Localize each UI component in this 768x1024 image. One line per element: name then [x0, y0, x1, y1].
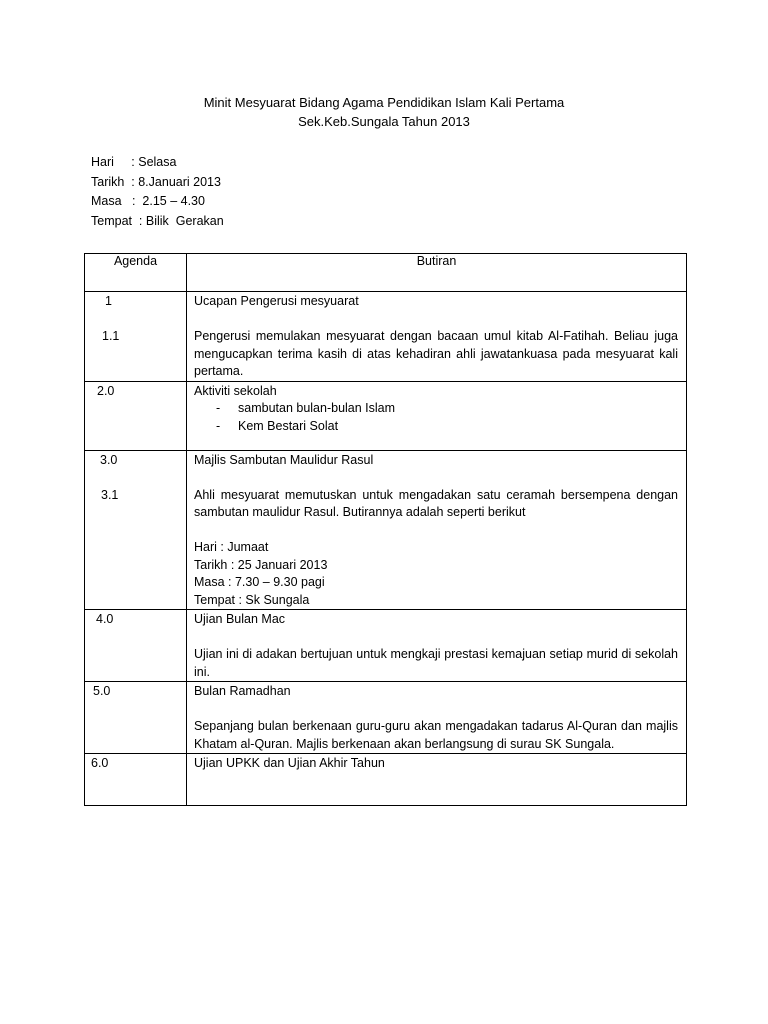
detail-cell: [187, 450, 687, 610]
agenda-number: 2.0: [97, 383, 115, 398]
agenda-header: Agenda: [85, 254, 187, 292]
agenda-number-cell: [85, 682, 187, 754]
agenda-subnumber: 3.1: [101, 487, 119, 502]
meeting-date: Tarikh : 8.Januari 2013: [91, 174, 221, 189]
minutes-table: [84, 253, 687, 806]
table-row: [85, 610, 687, 682]
agenda-number: 6.0: [91, 756, 109, 770]
meeting-day: Hari : Selasa: [91, 155, 177, 169]
item-text: Sepanjang bulan berkenaan guru-guru akan mengadakan tadarus Al-Quran dan majlis Khatam al-Quran. Majlis berkenaan akan berlangsung di surau SK Sungala.: [194, 719, 678, 751]
table-row: [85, 292, 687, 382]
agenda-number: 3.0: [100, 452, 118, 467]
table-row: [85, 450, 687, 610]
document-subtitle: Sek.Keb.Sungala Tahun 2013: [298, 114, 470, 129]
bullet-dash: -: [216, 418, 221, 433]
table-row: [85, 754, 687, 806]
table-header-row: [85, 254, 687, 292]
item-text: Ujian ini di adakan bertujuan untuk mengkaji prestasi kemajuan setiap murid di sekolah ini.: [194, 647, 678, 679]
agenda-number-cell: [85, 754, 187, 806]
list-item: [194, 400, 678, 418]
item-heading: Majlis Sambutan Maulidur Rasul: [194, 452, 374, 467]
event-date: Tarikh : 25 Januari 2013: [194, 557, 328, 572]
meeting-venue: Tempat : Bilik Gerakan: [91, 213, 224, 228]
item-heading: Ucapan Pengerusi mesyuarat: [194, 294, 359, 308]
item-heading: Ujian Bulan Mac: [194, 612, 286, 626]
event-time: Masa : 7.30 – 9.30 pagi: [194, 575, 325, 589]
item-text: Pengerusi memulakan mesyuarat dengan bacaan umul kitab Al-Fatihah. Beliau juga mengucapkan terima kasih di atas kehadiran ahli jawatankuasa pada mesyuarat kali pertama.: [194, 329, 678, 378]
agenda-number: 1: [105, 294, 112, 308]
meeting-info: [91, 153, 224, 231]
detail-cell: [187, 610, 687, 682]
document-title: Minit Mesyuarat Bidang Agama Pendidikan Islam Kali Pertama: [203, 95, 565, 110]
agenda-number-cell: [85, 292, 187, 382]
table-row: [85, 381, 687, 450]
item-text: Ahli mesyuarat memutuskan untuk mengadakan satu ceramah bersempena dengan sambutan maulidur Rasul. Butirannya adalah seperti berikut: [194, 487, 678, 519]
agenda-number: 4.0: [96, 612, 114, 626]
agenda-subnumber: 1.1: [102, 329, 120, 343]
bullet-dash: -: [216, 401, 221, 415]
agenda-number-cell: [85, 450, 187, 610]
detail-cell: [187, 381, 687, 450]
list-item: [194, 418, 678, 436]
detail-cell: [187, 682, 687, 754]
meeting-time: Masa : 2.15 – 4.30: [91, 194, 205, 208]
detail-cell: [187, 292, 687, 382]
item-heading: Bulan Ramadhan: [194, 684, 291, 698]
butiran-header: Butiran: [187, 254, 687, 292]
detail-cell: [187, 754, 687, 806]
agenda-number-cell: [85, 610, 187, 682]
event-day: Hari : Jumaat: [194, 540, 269, 554]
agenda-number-cell: [85, 381, 187, 450]
item-heading: Aktiviti sekolah: [194, 383, 277, 398]
item-heading: Ujian UPKK dan Ujian Akhir Tahun: [194, 756, 385, 770]
event-venue: Tempat : Sk Sungala: [194, 592, 310, 607]
list-item-text: sambutan bulan-bulan Islam: [238, 401, 396, 415]
agenda-number: 5.0: [93, 684, 111, 698]
table-row: [85, 682, 687, 754]
list-item-text: Kem Bestari Solat: [238, 418, 339, 433]
